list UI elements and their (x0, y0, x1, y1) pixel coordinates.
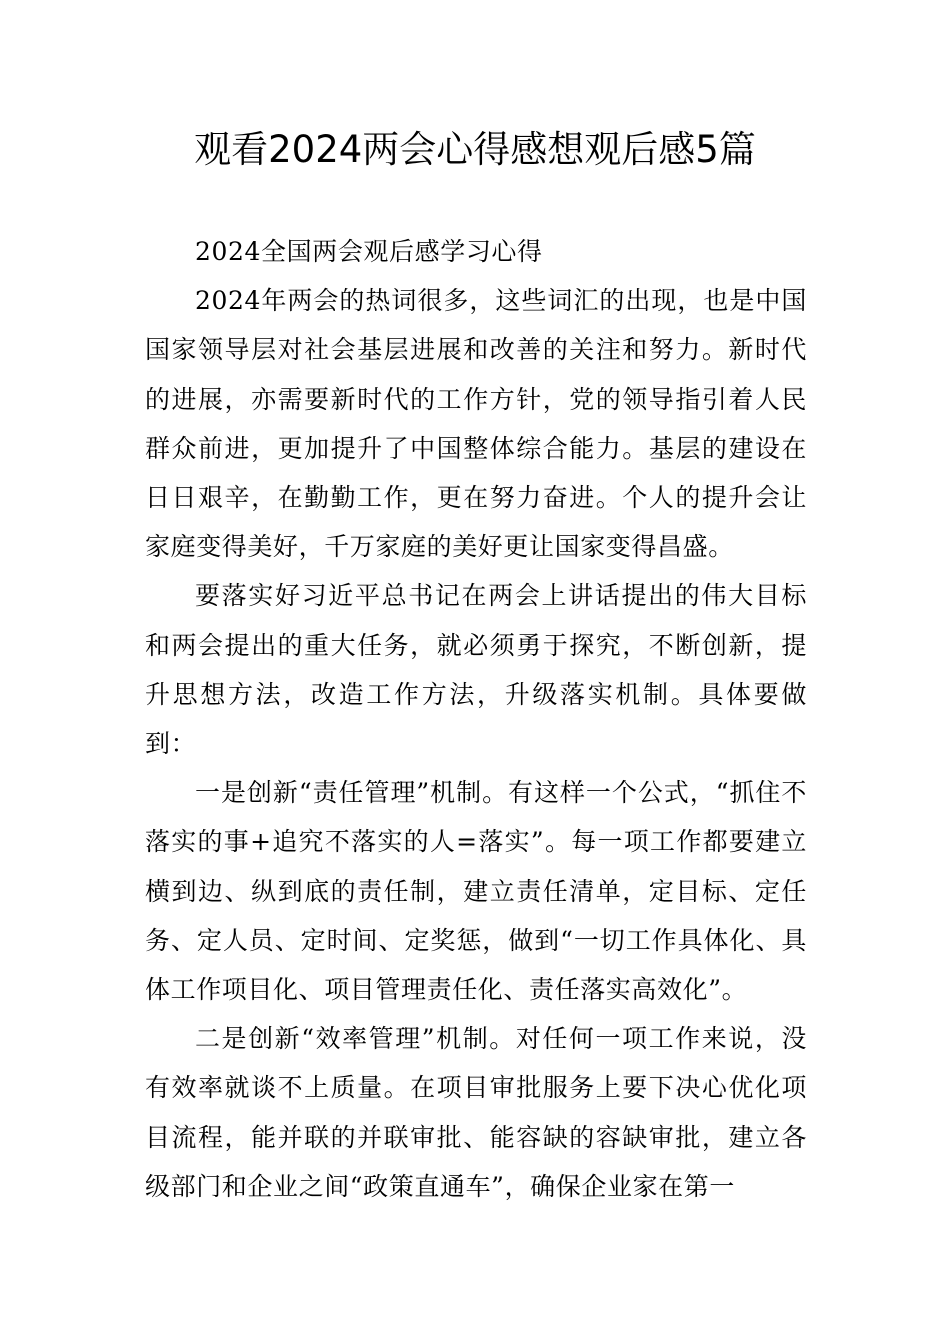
paragraph-2: 要落实好习近平总书记在两会上讲话提出的伟大目标和两会提出的重大任务，就必须勇于探究，不断创新，提升思想方法，改造工作方法，升级落实机制。具体要做到： (145, 581, 807, 759)
paragraph-3: 一是创新“责任管理”机制。有这样一个公式，“抓住不落实的事+追究不落实的人=落实”。每一项工作都要建立横到边、纵到底的责任制，建立责任清单，定目标、定任务、定人员、定时间、定奖惩，做到“一切工作具体化、具体工作项目化、项目管理责任化、责任落实高效化”。 (145, 778, 807, 1005)
section-subheading: 2024全国两会观后感学习心得 (195, 237, 543, 266)
paragraph-4: 二是创新“效率管理”机制。对任何一项工作来说，没有效率就谈不上质量。在项目审批服务上要下决心优化项目流程，能并联的并联审批、能容缺的容缺审批，建立各级部门和企业之间“政策直通车”，确保企业家在第一 (145, 1024, 807, 1201)
paragraph-1: 2024年两会的热词很多，这些词汇的出现，也是中国国家领导层对社会基层进展和改善的关注和努力。新时代的进展，亦需要新时代的工作方针，党的领导指引着人民群众前进，更加提升了中国整体综合能力。基层的建设在日日艰辛，在勤勤工作，更在努力奋进。个人的提升会让家庭变得美好，千万家庭的美好更让国家变得昌盛。 (145, 286, 807, 562)
document-body (145, 227, 807, 1211)
document-title: 观看2024两会心得感想观后感5篇 (194, 128, 756, 171)
